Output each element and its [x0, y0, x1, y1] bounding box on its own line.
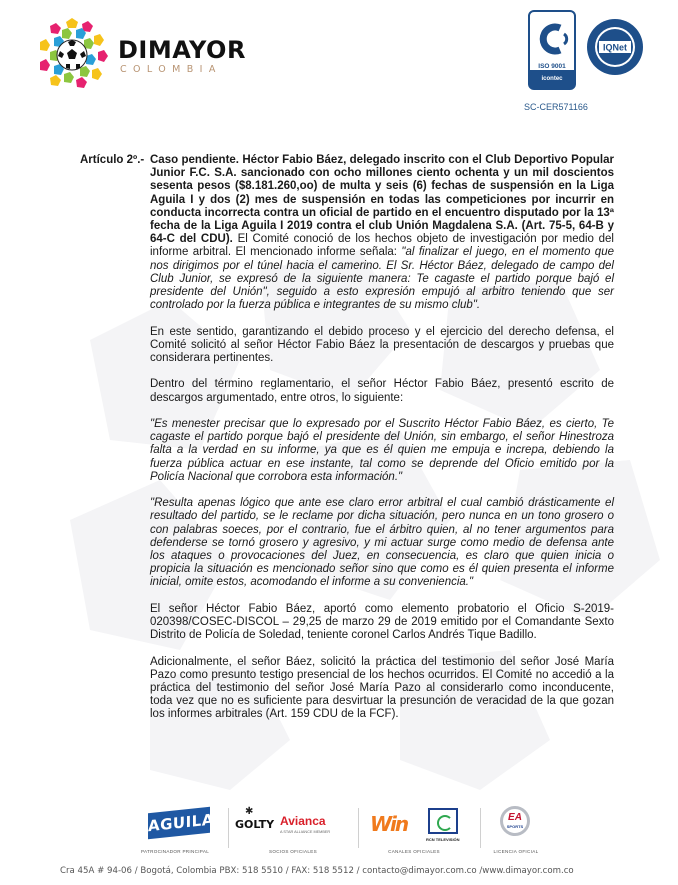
rcn-logo	[428, 808, 458, 834]
article-label: Artículo 2º.-	[80, 154, 145, 166]
icontec-c-icon	[530, 16, 574, 62]
caption-channels: CANALES OFICIALES	[388, 849, 440, 854]
avianca-logo: Avianca	[280, 814, 326, 828]
rcn-label: RCN TELEVISIÓN	[426, 837, 460, 842]
win-logo: Win	[370, 812, 408, 836]
brand-name: DIMAYOR	[118, 36, 246, 64]
rcn-icon	[437, 815, 453, 831]
iqnet-label: IQNet	[602, 42, 628, 53]
certifications	[524, 10, 668, 130]
caption-license: LICENCIA OFICIAL	[493, 849, 539, 854]
avianca-tagline: A STAR ALLIANCE MEMBER	[280, 830, 331, 834]
paragraph-case-summary	[150, 154, 614, 312]
footer-address: Cra 45A # 94-06 / Bogotá, Colombia PBX: 518 5510 / FAX: 518 5512 / contacto@dimayor.com.co /www.dimayor.com.co	[60, 866, 574, 876]
case-summary-bold: Caso pendiente. Héctor Fabio Báez, delegado inscrito con el Club Deportivo Popular Junior F.C. S.A. sancionado con ocho millones ciento ochenta y un mil doscientos sesenta pesos ($8.181.260,oo) de multa y seis (6) fechas de suspensión en la Liga Aguila I y dos (2) mes de suspensión en todas las competiciones por incurrir en conducta incorrecta contra un oficial de partido en el encuentro disputado por la 13ª fecha de la Liga Aguila I 2019 contra el club Unión Magdalena S.A. (Art. 75-5, 64-B y 64-C del CDU).	[150, 154, 614, 246]
soccer-ball-icon	[36, 18, 108, 90]
certificate-code: SC-CER571166	[524, 102, 588, 112]
defense-quote-1: "Es menester precisar que lo expresado por el Suscrito Héctor Fabio Báez, es cierto, Te cagaste el partido porque bajó el presidente del Unión, sin embargo, el señor Hinestroza falta a la verdad en su informe, ya que es él quien me empuja e increpa, debiendo la fuerza pública actuar en ese instante, tal como se deprende del Oficio emitido por la Policía Nacional que corrobora esta información."	[150, 418, 614, 483]
paragraph-defense-intro: Dentro del término reglamentario, el señor Héctor Fabio Báez, presentó escrito de descargos argumentado, entre otros, lo siguiente:	[150, 378, 614, 404]
dimayor-logo	[36, 18, 256, 88]
ea-label: EA	[508, 812, 522, 823]
brand-subtitle: COLOMBIA	[120, 64, 222, 75]
icontec-label: icontec	[530, 70, 574, 88]
ea-sports-label: SPORTS	[506, 824, 524, 829]
paragraph-due-process: En este sentido, garantizando el debido proceso y el ejercicio del derecho defensa, el Comité solicitó al señor Héctor Fabio Báez la presentación de descargos y pruebas que considerara pertinentes.	[150, 325, 614, 365]
referee-report-quote: "al finalizar el juego, en el momento que nos dirigimos por el túnel hacia el camerino. El Sr. Héctor Báez, delegado de campo del Club Junior, se expresó de la siguiente manera: Te cagaste el partido porque bajó el presidente del Unión", seguido a esto expresión empujó al arbitro teniendo que ser controlado por la fuerza pública e integrantes de su mismo club".	[150, 246, 614, 312]
paragraph-testimony: Adicionalmente, el señor Báez, solicitó la práctica del testimonio del señor José María Pazo como presunto testigo presencial de los hechos ocurridos. El Comité no accedió a la práctica del testimonio del señor José María Pazo al considerarlo como inconducente, toda vez que no es suficiente para desvirtuar la presunción de veracidad de la que gozan los informes arbitrales (Art. 159 CDU de la FCF).	[150, 655, 614, 721]
iqnet-seal-icon	[586, 18, 644, 76]
aguila-logo: AGUILA	[148, 807, 210, 840]
caption-main-sponsor: PATROCINADOR PRINCIPAL	[140, 849, 210, 854]
caption-partners: SOCIOS OFICIALES	[269, 849, 317, 854]
paragraph-evidence: El señor Héctor Fabio Báez, aportó como elemento probatorio el Oficio S-2019-020398/COSEC-DISCOL – 29,25 de marzo 29 de 2019 emitido por el Comandante Sexto Distrito de Policía de Soledad, teniente coronel Carlos Andrés Tique Badillo.	[150, 602, 614, 642]
article-body	[150, 154, 614, 735]
iso-label: ISO 9001	[538, 63, 566, 70]
defense-quote-2: "Resulta apenas lógico que ante ese claro error arbitral el cual cambió drásticamente el resultado del partido, se le reclame por dicha situación, pero nunca en un tono grosero o con palabras soeces, por el contrario, fue el árbitro quien, al no tener argumentos para defenderse se tornó grosero y agresivo, y mi actuar surge como medio de defensa ante los ataques o provocaciones del Juez, en consecuencia, es claro que quien inicia o propicia la situación es mencionado señor sino que como es él quien presenta el informe inicial, omite estos, acomodando el informe a su conveniencia."	[150, 497, 614, 589]
sponsor-group-main	[120, 800, 230, 856]
ea-sports-logo	[500, 806, 530, 836]
sponsors-bar	[120, 800, 580, 860]
golty-logo: GOLTY	[235, 818, 275, 831]
iso-badge	[528, 10, 576, 90]
golty-icon: ✱	[245, 806, 254, 817]
case-summary-text: El Comité conoció de los hechos objeto de investigación por medio del informe arbitral. El mencionado informe señala:	[150, 233, 614, 259]
